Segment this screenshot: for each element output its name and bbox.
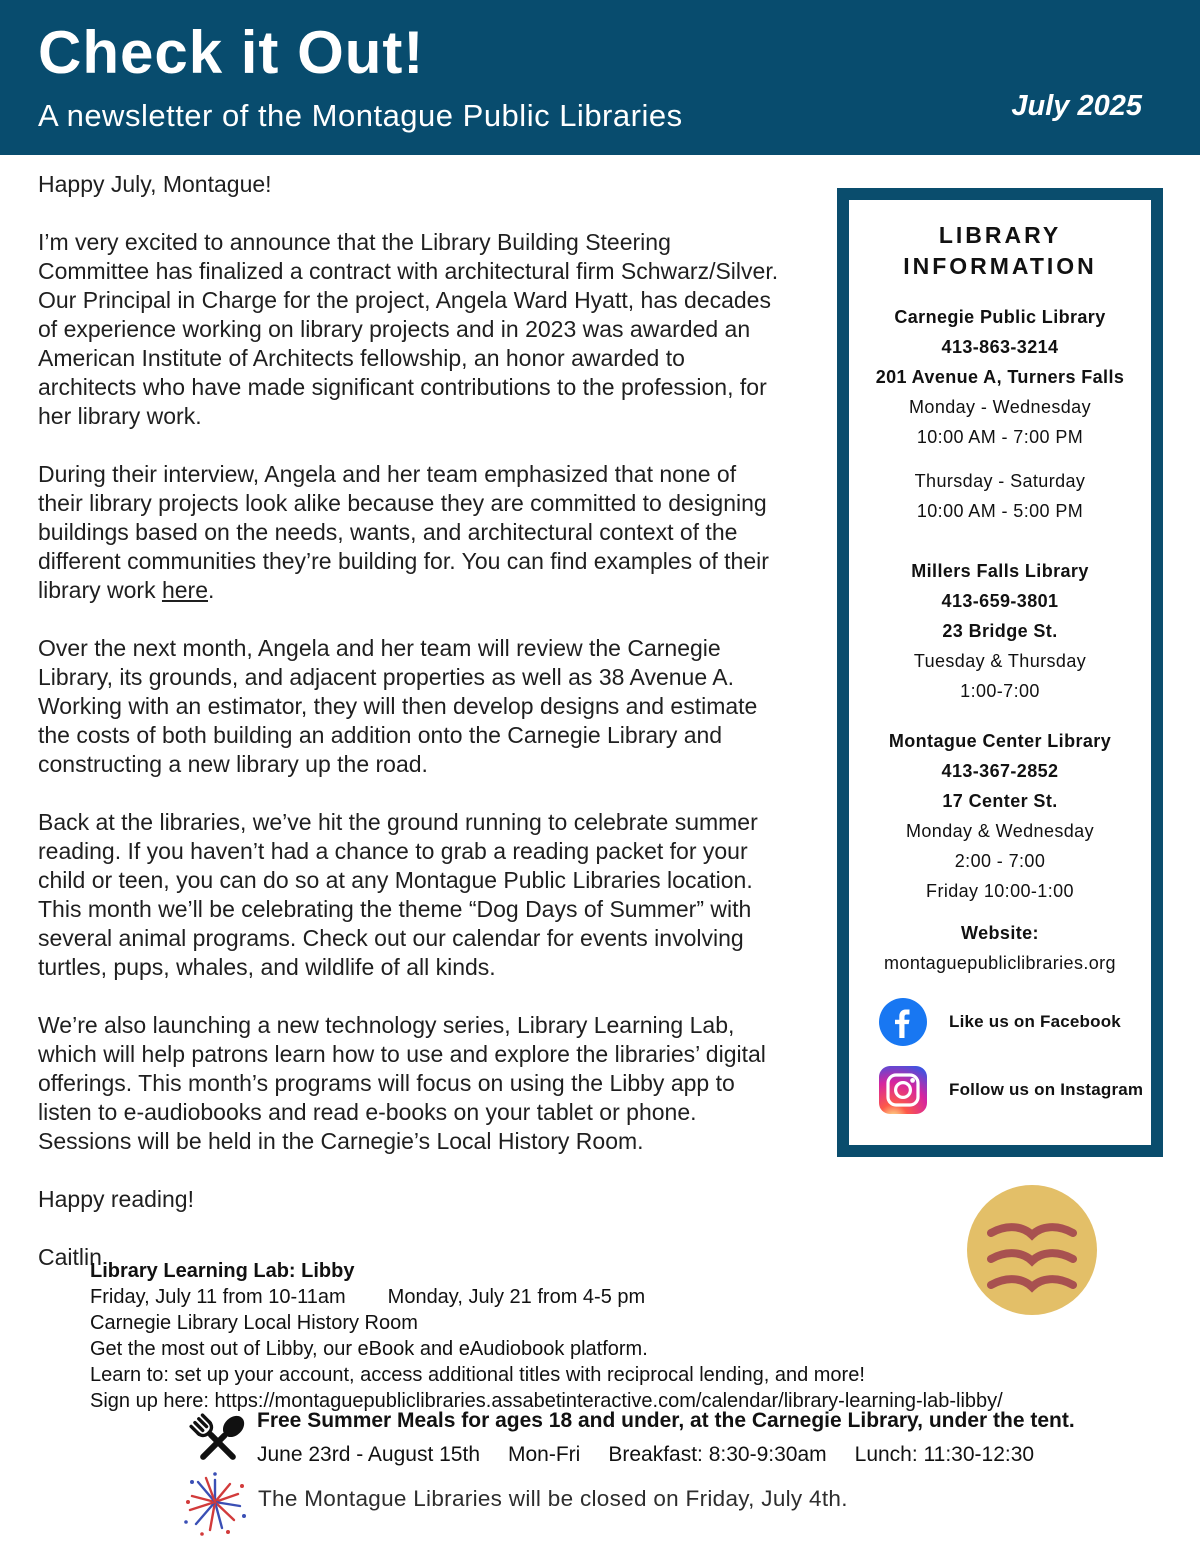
summer-meals-notice — [257, 1404, 1137, 1472]
library-hours: Thursday - Saturday — [914, 471, 1086, 491]
meals-breakfast: Breakfast: 8:30-9:30am — [608, 1443, 827, 1466]
body-paragraph-4: Back at the libraries, we’ve hit the ground running to celebrate summer reading. If you haven’t had a chance to grab a reading packet for your child or teen, you can do so at any Montague Public Libraries location. This month we’ll be celebrating the theme “Dog Days of Summer” with several animal programs. Check out our calendar for events involving turtles, pups, whales, and wildlife of all kinds. — [38, 809, 758, 980]
signup-url-link[interactable]: https://montaguepubliclibraries.assabetinteractive.com/calendar/library-learning-lab-libby/ — [214, 1390, 1003, 1412]
fireworks-icon — [182, 1472, 248, 1538]
facebook-label[interactable]: Like us on Facebook — [949, 1012, 1121, 1031]
signoff-line-2: Caitlin — [38, 1244, 102, 1270]
library-phone: 413-659-3801 — [941, 591, 1059, 611]
paragraph-2-text: During their interview, Angela and her team emphasized that none of their library projects look alike because they are committed to designing buildings based on the needs, wants, and architectural context of the different communities they’re building for. You can find examples of their library work — [38, 461, 769, 603]
library-hours: 1:00-7:00 — [960, 681, 1040, 701]
library-hours: 2:00 - 7:00 — [954, 851, 1046, 871]
signup-label: Sign up here: — [90, 1390, 215, 1412]
library-hours: Monday - Wednesday — [909, 397, 1091, 417]
event-location: Carnegie Library Local History Room — [90, 1312, 418, 1334]
facebook-row[interactable] — [879, 998, 1151, 1046]
here-link[interactable]: here — [161, 577, 209, 603]
library-block-montague-center — [849, 726, 1151, 906]
library-block-millers-falls — [849, 556, 1151, 706]
newsletter-title: Check it Out! — [38, 19, 425, 86]
library-address: 23 Bridge St. — [942, 621, 1058, 641]
newsletter-subtitle: A newsletter of the Montague Public Libraries — [38, 98, 683, 133]
closure-notice: The Montague Libraries will be closed on Friday, July 4th. — [258, 1486, 848, 1511]
body-paragraph-2 — [38, 460, 780, 605]
library-hours: Friday 10:00-1:00 — [926, 881, 1074, 901]
body-paragraph-1: I’m very excited to announce that the Library Building Steering Committee has finalized a contract with architectural firm Schwarz/Silver. Our Principal in Charge for the project, Angela Ward Hyatt, has decades of experience working on library projects and in 2023 was awarded an American Institute of Architects fellowship, an honor awarded to architects who have made significant contributions to the profession, for her library work. — [38, 229, 779, 429]
header-banner — [0, 0, 1200, 155]
instagram-label[interactable]: Follow us on Instagram — [949, 1080, 1144, 1099]
event-title: Library Learning Lab: Libby — [90, 1260, 355, 1282]
instagram-icon[interactable] — [879, 1066, 927, 1114]
event-dates — [90, 1284, 1120, 1310]
issue-date: July 2025 — [1011, 90, 1142, 122]
signoff-line-1: Happy reading! — [38, 1186, 194, 1212]
library-hours: 10:00 AM - 5:00 PM — [916, 501, 1084, 521]
library-information-panel — [837, 188, 1163, 1157]
library-hours: 10:00 AM - 7:00 PM — [916, 427, 1084, 447]
learning-lab-event — [90, 1258, 1120, 1414]
meals-lunch: Lunch: 11:30-12:30 — [854, 1443, 1035, 1466]
meals-days: Mon-Fri — [508, 1443, 581, 1466]
meals-dates: June 23rd - August 15th — [257, 1443, 480, 1466]
website-link[interactable]: montaguepubliclibraries.org — [884, 953, 1116, 973]
body-paragraph-5: We’re also launching a new technology series, Library Learning Lab, which will help patrons learn how to use and explore the libraries’ digital offerings. This month’s programs will focus on using the Libby app to listen to e-audiobooks and read e-books on your tablet or phone. Sessions will be held in the Carnegie’s Local History Room. — [38, 1012, 766, 1154]
library-phone: 413-367-2852 — [941, 761, 1059, 781]
website-label: Website: — [961, 923, 1039, 943]
letter-body — [38, 170, 780, 1301]
event-date-1: Friday, July 11 from 10-11am — [90, 1286, 346, 1308]
meals-details — [257, 1438, 1137, 1472]
library-hours: Tuesday & Thursday — [913, 651, 1087, 671]
library-phone: 413-863-3214 — [941, 337, 1059, 357]
paragraph-2-period: . — [208, 577, 215, 603]
event-description-1: Get the most out of Libby, our eBook and eAudiobook platform. — [90, 1338, 648, 1360]
event-description-2: Learn to: set up your account, access additional titles with reciprocal lending, and more! — [90, 1364, 865, 1386]
library-hours: Monday & Wednesday — [906, 821, 1094, 841]
body-paragraph-3: Over the next month, Angela and her team will review the Carnegie Library, its grounds, and adjacent properties as well as 38 Avenue A. Working with an estimator, they will then develop designs and estimate the costs of both building an addition onto the Carnegie Library and constructing a new library up the road. — [38, 635, 758, 777]
library-address: 201 Avenue A, Turners Falls — [875, 367, 1125, 387]
facebook-icon[interactable] — [879, 998, 927, 1046]
event-date-2: Monday, July 21 from 4-5 pm — [387, 1286, 646, 1308]
library-name: Millers Falls Library — [911, 561, 1089, 581]
instagram-row[interactable] — [879, 1066, 1151, 1114]
library-name: Montague Center Library — [888, 731, 1112, 751]
meals-title: Free Summer Meals for ages 18 and under, at the Carnegie Library, under the tent. — [257, 1409, 1075, 1432]
sidebar-title: LIBRARY INFORMATION — [903, 222, 1097, 279]
greeting: Happy July, Montague! — [38, 171, 272, 197]
library-name: Carnegie Public Library — [894, 307, 1106, 327]
library-block-carnegie — [849, 302, 1151, 526]
utensils-icon — [186, 1404, 250, 1480]
library-address: 17 Center St. — [942, 791, 1058, 811]
